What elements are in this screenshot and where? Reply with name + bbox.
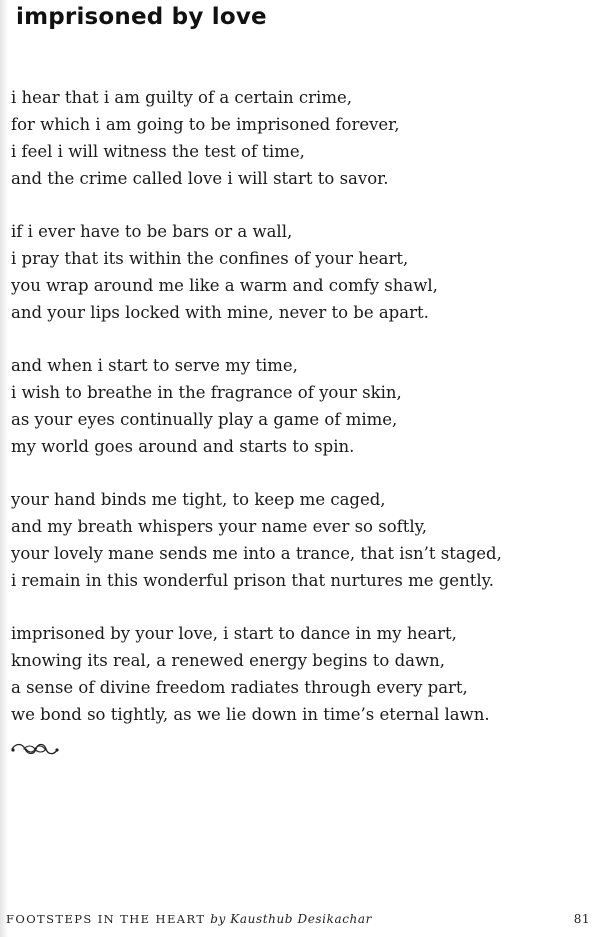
stanza xyxy=(11,352,591,460)
poem-line: a sense of divine freedom radiates through every part, xyxy=(11,678,468,697)
page-footer xyxy=(6,912,594,930)
poem-line: as your eyes continually play a game of mime, xyxy=(11,410,398,429)
stanza xyxy=(11,486,591,594)
poem-line: you wrap around me like a warm and comfy shawl, xyxy=(11,276,438,295)
poem-line: my world goes around and starts to spin. xyxy=(11,437,355,456)
poem-line: i hear that i am guilty of a certain crime, xyxy=(11,88,352,107)
flourish-ornament-icon xyxy=(10,740,60,758)
poem-line: i pray that its within the confines of your heart, xyxy=(11,249,409,268)
poem-line: your lovely mane sends me into a trance, that isn’t staged, xyxy=(11,544,502,563)
poem-line: imprisoned by your love, i start to dance in my heart, xyxy=(11,624,457,643)
poem-line: i remain in this wonderful prison that nurtures me gently. xyxy=(11,571,494,590)
poem-line: i feel i will witness the test of time, xyxy=(11,142,305,161)
page-gutter-shadow xyxy=(0,0,8,937)
poem-title: imprisoned by love xyxy=(16,4,267,30)
running-footer xyxy=(6,912,372,926)
page-number: 81 xyxy=(573,912,590,926)
poem-line: and the crime called love i will start to savor. xyxy=(11,169,389,188)
stanza xyxy=(11,84,591,192)
poem-line: for which i am going to be imprisoned forever, xyxy=(11,115,400,134)
book-title: FOOTSTEPS IN THE HEART xyxy=(6,912,206,926)
stanza xyxy=(11,620,591,728)
poem-line: knowing its real, a renewed energy begins to dawn, xyxy=(11,651,445,670)
poem-line: we bond so tightly, as we lie down in time’s eternal lawn. xyxy=(11,705,490,724)
poem-line: and my breath whispers your name ever so softly, xyxy=(11,517,428,536)
poem-line: if i ever have to be bars or a wall, xyxy=(11,222,293,241)
poem-line: and when i start to serve my time, xyxy=(11,356,298,375)
poem-line: i wish to breathe in the fragrance of your skin, xyxy=(11,383,402,402)
poem-line: your hand binds me tight, to keep me caged, xyxy=(11,490,386,509)
stanza xyxy=(11,218,591,326)
poem-body xyxy=(11,84,591,754)
poem-line: and your lips locked with mine, never to be apart. xyxy=(11,303,429,322)
author-credit: by Kausthub Desikachar xyxy=(210,912,372,926)
